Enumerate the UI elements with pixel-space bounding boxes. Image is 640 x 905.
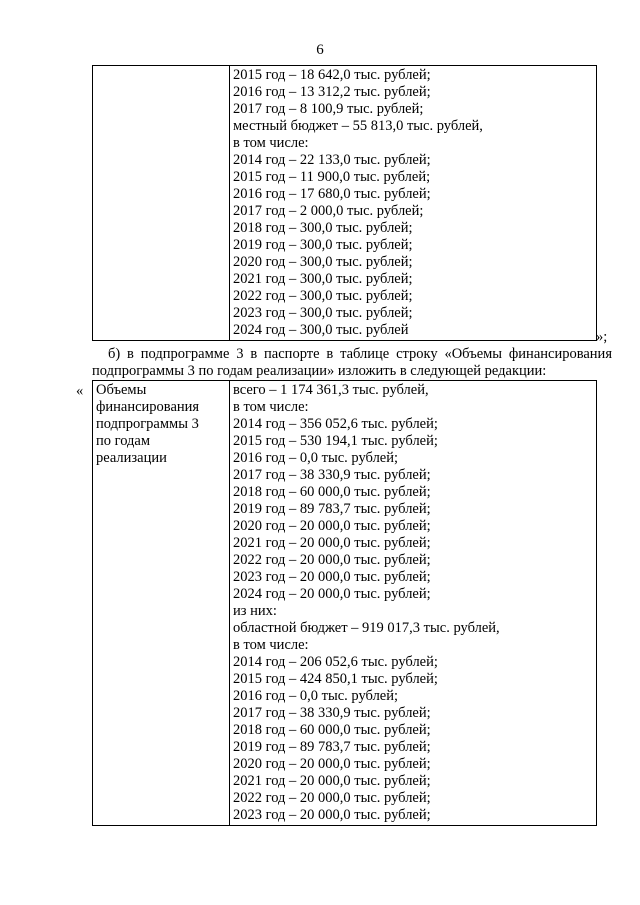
- list-item: 2020 год – 20 000,0 тыс. рублей;: [233, 756, 431, 772]
- list-item: 2019 год – 89 783,7 тыс. рублей;: [233, 501, 431, 517]
- list-item: 2015 год – 530 194,1 тыс. рублей;: [233, 433, 438, 449]
- list-item: 2016 год – 0,0 тыс. рублей;: [233, 450, 399, 466]
- funding-table-subprogram-3: [92, 380, 597, 826]
- table-cell-label: [93, 66, 230, 341]
- list-item: 2020 год – 300,0 тыс. рублей;: [233, 254, 413, 270]
- list-item: 2017 год – 38 330,9 тыс. рублей;: [233, 467, 431, 483]
- list-item: 2023 год – 300,0 тыс. рублей;: [233, 305, 413, 321]
- list-item: 2016 год – 0,0 тыс. рублей;: [233, 688, 399, 704]
- list-item: 2022 год – 20 000,0 тыс. рублей;: [233, 790, 431, 806]
- label-line: реализации: [96, 450, 167, 466]
- list-item: 2021 год – 300,0 тыс. рублей;: [233, 271, 413, 287]
- list-item: 2021 год – 20 000,0 тыс. рублей;: [233, 535, 431, 551]
- amendment-paragraph: б) в подпрограмме 3 в паспорте в таблице строку «Объемы финансирования подпрограммы 3 по годам реализации» изложить в следующей редакции:: [92, 346, 612, 379]
- list-item: 2023 год – 20 000,0 тыс. рублей;: [233, 569, 431, 585]
- list-item: 2014 год – 206 052,6 тыс. рублей;: [233, 654, 438, 670]
- list-item: 2016 год – 17 680,0 тыс. рублей;: [233, 186, 431, 202]
- list-item: местный бюджет – 55 813,0 тыс. рублей,: [233, 118, 483, 134]
- list-item: всего – 1 174 361,3 тыс. рублей,: [233, 382, 429, 398]
- list-item: 2015 год – 18 642,0 тыс. рублей;: [233, 67, 431, 83]
- label-line: финансирования: [96, 399, 200, 415]
- label-line: Объемы: [96, 382, 147, 398]
- list-item: 2024 год – 300,0 тыс. рублей: [233, 322, 409, 338]
- table-row: [93, 66, 597, 341]
- table-cell-label: [93, 381, 230, 826]
- list-item: областной бюджет – 919 017,3 тыс. рублей,: [233, 620, 500, 636]
- label-line: подпрограммы 3: [96, 416, 199, 432]
- list-item: 2019 год – 300,0 тыс. рублей;: [233, 237, 413, 253]
- table-cell-values: [230, 381, 597, 826]
- table-cell-values: [230, 66, 597, 341]
- list-item: 2023 год – 20 000,0 тыс. рублей;: [233, 807, 431, 823]
- list-item: 2017 год – 8 100,9 тыс. рублей;: [233, 101, 424, 117]
- list-item: 2017 год – 38 330,9 тыс. рублей;: [233, 705, 431, 721]
- list-item: 2022 год – 300,0 тыс. рублей;: [233, 288, 413, 304]
- page-number: 6: [316, 42, 324, 58]
- opening-quote: «: [76, 383, 84, 399]
- table-row: [93, 381, 597, 826]
- list-item: из них:: [233, 603, 277, 619]
- list-item: в том числе:: [233, 637, 309, 653]
- list-item: 2019 год – 89 783,7 тыс. рублей;: [233, 739, 431, 755]
- list-item: 2018 год – 60 000,0 тыс. рублей;: [233, 484, 431, 500]
- list-item: 2017 год – 2 000,0 тыс. рублей;: [233, 203, 424, 219]
- list-item: 2015 год – 424 850,1 тыс. рублей;: [233, 671, 438, 687]
- list-item: в том числе:: [233, 135, 309, 151]
- list-item: 2016 год – 13 312,2 тыс. рублей;: [233, 84, 431, 100]
- list-item: 2015 год – 11 900,0 тыс. рублей;: [233, 169, 431, 185]
- list-item: 2021 год – 20 000,0 тыс. рублей;: [233, 773, 431, 789]
- list-item: 2018 год – 60 000,0 тыс. рублей;: [233, 722, 431, 738]
- list-item: 2024 год – 20 000,0 тыс. рублей;: [233, 586, 431, 602]
- list-item: 2014 год – 22 133,0 тыс. рублей;: [233, 152, 431, 168]
- list-item: в том числе:: [233, 399, 309, 415]
- funding-table-continued: [92, 65, 597, 341]
- list-item: 2018 год – 300,0 тыс. рублей;: [233, 220, 413, 236]
- closing-quote: »;: [596, 329, 608, 345]
- label-line: по годам: [96, 433, 151, 449]
- list-item: 2022 год – 20 000,0 тыс. рублей;: [233, 552, 431, 568]
- list-item: 2020 год – 20 000,0 тыс. рублей;: [233, 518, 431, 534]
- list-item: 2014 год – 356 052,6 тыс. рублей;: [233, 416, 438, 432]
